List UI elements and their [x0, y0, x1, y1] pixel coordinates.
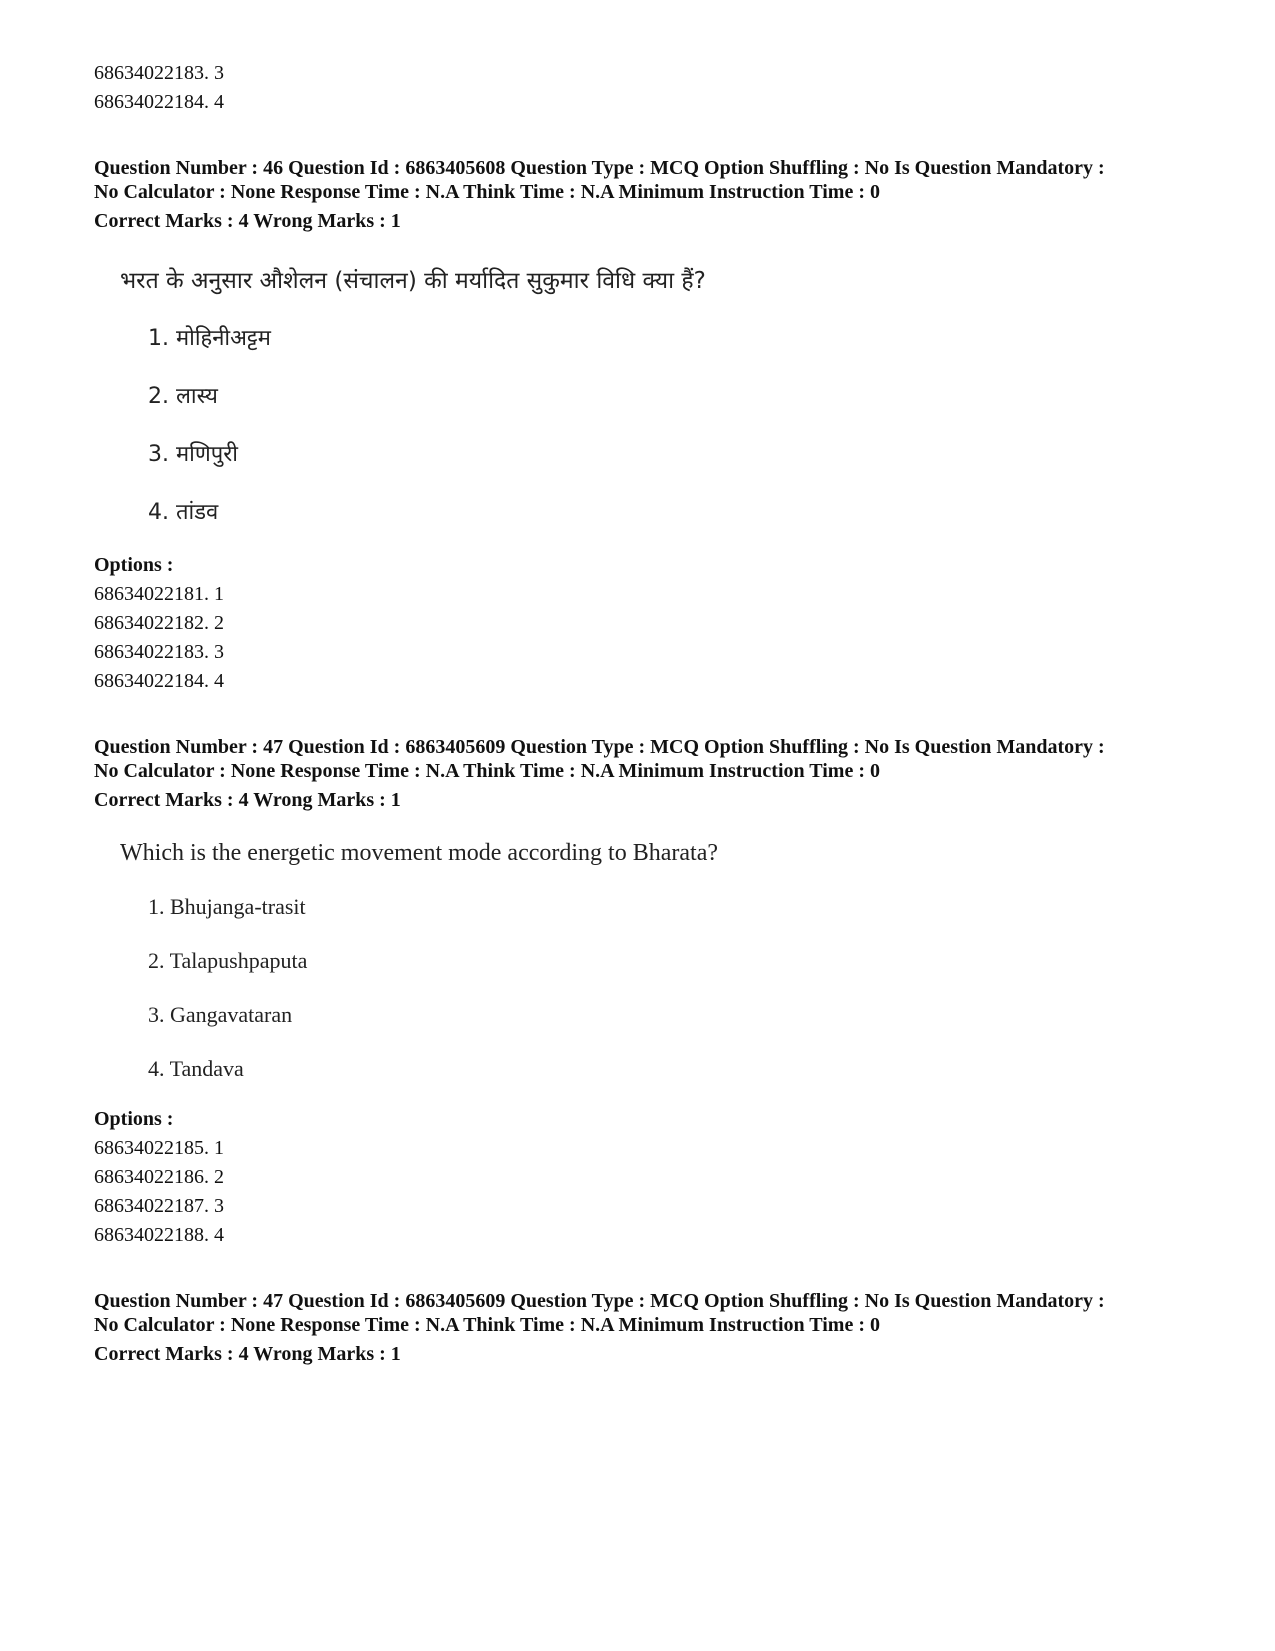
option-row: [94, 1223, 224, 1247]
question-meta-line1: Question Number : 47 Question Id : 6863405609 Question Type : MCQ Option Shuffling : No Is Question Mandatory :: [94, 736, 1105, 758]
question-46-choice-3: 3. मणिपुरी: [148, 442, 238, 467]
option-id: 68634022185.: [94, 1137, 209, 1159]
option-row: [94, 611, 224, 635]
option-id: 68634022187.: [94, 1195, 209, 1217]
question-47-text: Which is the energetic movement mode according to Bharata?: [120, 840, 718, 866]
option-row: [94, 669, 224, 693]
question-47-repeat-header: [94, 1289, 1204, 1366]
option-value: 2: [214, 612, 224, 634]
option-id: 68634022183.: [94, 641, 209, 663]
option-value: 4: [214, 670, 224, 692]
option-row: [94, 582, 224, 606]
question-meta-line2: No Calculator : None Response Time : N.A Think Time : N.A Minimum Instruction Time : 0: [94, 760, 880, 782]
option-row: [94, 1136, 224, 1160]
question-47-choice-3: 3. Gangavataran: [148, 1002, 293, 1027]
option-value: 1: [214, 1137, 224, 1159]
option-value: 3: [214, 62, 224, 84]
option-value: 1: [214, 583, 224, 605]
option-id: 68634022186.: [94, 1166, 209, 1188]
question-meta-line1: Question Number : 47 Question Id : 6863405609 Question Type : MCQ Option Shuffling : No Is Question Mandatory :: [94, 1290, 1105, 1312]
option-id: 68634022188.: [94, 1224, 209, 1246]
option-value: 2: [214, 1166, 224, 1188]
option-value: 3: [214, 641, 224, 663]
option-row: [94, 90, 224, 114]
option-row: [94, 1165, 224, 1189]
question-46-choice-2: 2. लास्य: [148, 384, 218, 409]
question-46-choice-4: 4. तांडव: [148, 500, 219, 525]
options-label: Options :: [94, 554, 174, 576]
question-marks: Correct Marks : 4 Wrong Marks : 1: [94, 789, 401, 811]
question-meta-line2: No Calculator : None Response Time : N.A Think Time : N.A Minimum Instruction Time : 0: [94, 181, 880, 203]
option-row: [94, 640, 224, 664]
option-id: 68634022183.: [94, 62, 209, 84]
question-meta-line2: No Calculator : None Response Time : N.A Think Time : N.A Minimum Instruction Time : 0: [94, 1314, 880, 1336]
question-47-header: [94, 735, 1204, 812]
option-id: 68634022184.: [94, 91, 209, 113]
question-46-text: भरत के अनुसार औशेलन (संचालन) की मर्यादित सुकुमार विधि क्या हैं?: [120, 268, 706, 294]
options-label: Options :: [94, 1108, 174, 1130]
question-46-header: [94, 156, 1204, 233]
question-meta-line1: Question Number : 46 Question Id : 6863405608 Question Type : MCQ Option Shuffling : No Is Question Mandatory :: [94, 157, 1105, 179]
question-marks: Correct Marks : 4 Wrong Marks : 1: [94, 210, 401, 232]
option-value: 4: [214, 1224, 224, 1246]
option-value: 4: [214, 91, 224, 113]
option-id: 68634022182.: [94, 612, 209, 634]
question-47-choice-1: 1. Bhujanga-trasit: [148, 894, 306, 919]
question-47-choice-2: 2. Talapushpaputa: [148, 948, 308, 973]
option-id: 68634022181.: [94, 583, 209, 605]
question-marks: Correct Marks : 4 Wrong Marks : 1: [94, 1343, 401, 1365]
option-value: 3: [214, 1195, 224, 1217]
option-id: 68634022184.: [94, 670, 209, 692]
option-row: [94, 1194, 224, 1218]
option-row: [94, 61, 224, 85]
question-46-choice-1: 1. मोहिनीअट्टम: [148, 326, 271, 351]
question-47-choice-4: 4. Tandava: [148, 1056, 244, 1081]
